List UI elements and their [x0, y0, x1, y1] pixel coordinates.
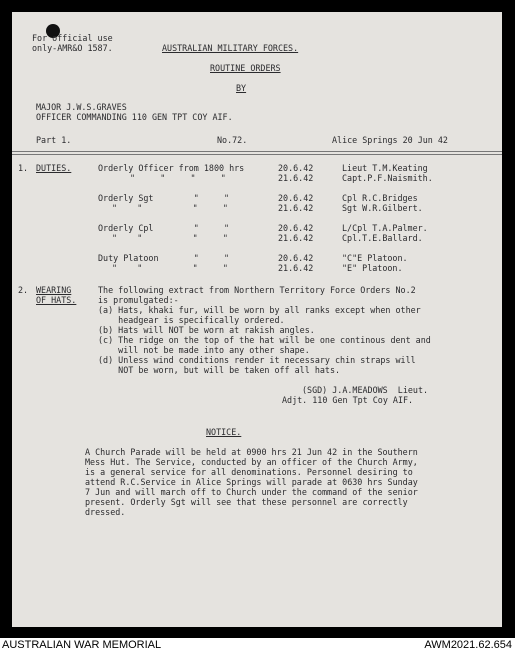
duties-heading: DUTIES.: [36, 163, 72, 173]
duty-name: "E" Platoon.: [342, 263, 403, 273]
duty-name: Cpl R.C.Bridges: [342, 193, 418, 203]
signature-line-2: Adjt. 110 Gen Tpt Coy AIF.: [282, 395, 414, 405]
notice-line: present. Orderly Sgt will see that these personnel are correctly: [85, 497, 408, 507]
order-number: No.72.: [217, 135, 248, 145]
officer-title: OFFICER COMMANDING 110 GEN TPT COY AIF.: [36, 112, 233, 122]
duty-date: 20.6.42: [278, 163, 314, 173]
header-divider: [12, 151, 502, 152]
duty-name: Capt.P.F.Naismith.: [342, 173, 433, 183]
hats-intro-line-2: is promulgated:-: [98, 295, 179, 305]
duty-role: Orderly Sgt " ": [98, 193, 230, 203]
duty-date: 21.6.42: [278, 233, 314, 243]
hats-heading-line-1: WEARING: [36, 285, 72, 295]
duty-date: 20.6.42: [278, 193, 314, 203]
duty-name: "C"E Platoon.: [342, 253, 408, 263]
header-divider-2: [12, 154, 502, 155]
signature-line-1: (SGD) J.A.MEADOWS Lieut.: [302, 385, 429, 395]
duty-name: Sgt W.R.Gilbert.: [342, 203, 423, 213]
duty-name: Lieut T.M.Keating: [342, 163, 428, 173]
hats-item-line: (d) Unless wind conditions render it necessary chin straps will: [98, 355, 416, 365]
footer-reference: AWM2021.62.654: [424, 639, 512, 651]
duties-number: 1.: [18, 163, 29, 173]
hats-item-line: (c) The ridge on the top of the hat will be one continous dent and: [98, 335, 431, 345]
duty-name: L/Cpl T.A.Palmer.: [342, 223, 428, 233]
hats-intro-line-1: The following extract from Northern Territory Force Orders No.2: [98, 285, 416, 295]
officer-name: MAJOR J.W.S.GRAVES: [36, 102, 127, 112]
document-subtitle: ROUTINE ORDERS: [210, 63, 281, 73]
duty-date: 21.6.42: [278, 203, 314, 213]
hats-item-line: will not be made into any other shape.: [98, 345, 310, 355]
document-page: [12, 12, 502, 627]
hats-heading-line-2: OF HATS.: [36, 295, 77, 305]
hats-item-line: NOT be worn, but will be taken off all hats.: [98, 365, 341, 375]
duty-date: 20.6.42: [278, 223, 314, 233]
duty-role: Orderly Cpl " ": [98, 223, 230, 233]
by-label: BY: [236, 83, 247, 93]
duty-role: " " " ": [112, 203, 228, 213]
duty-role: " " " ": [112, 233, 228, 243]
duty-role: " " " ": [130, 173, 226, 183]
official-use-line-2: only-AMR&O 1587.: [32, 43, 113, 53]
footer-source: AUSTRALIAN WAR MEMORIAL: [2, 639, 162, 651]
notice-line: is a general service for all denominations. Personnel desiring to: [85, 467, 413, 477]
notice-line: 7 Jun and will march off to Church under the command of the senior: [85, 487, 418, 497]
notice-line: Mess Hut. The Service, conducted by an officer of the Church Army,: [85, 457, 418, 467]
part-label: Part 1.: [36, 135, 72, 145]
hats-number: 2.: [18, 285, 29, 295]
notice-heading: NOTICE.: [206, 427, 242, 437]
place-date: Alice Springs 20 Jun 42: [332, 135, 448, 145]
hats-item-line: (b) Hats will NOT be worn at rakish angles.: [98, 325, 315, 335]
duty-role: " " " ": [112, 263, 228, 273]
footer-bar: [0, 638, 515, 653]
duty-date: 21.6.42: [278, 173, 314, 183]
notice-line: dressed.: [85, 507, 126, 517]
notice-line: A Church Parade will be held at 0900 hrs 21 Jun 42 in the Southern: [85, 447, 418, 457]
official-use-line-1: For official use: [32, 33, 113, 43]
hats-item-line: headgear is specifically ordered.: [98, 315, 285, 325]
duty-date: 21.6.42: [278, 263, 314, 273]
duty-name: Cpl.T.E.Ballard.: [342, 233, 423, 243]
duty-role: Orderly Officer from 1800 hrs: [98, 163, 245, 173]
document-title: AUSTRALIAN MILITARY FORCES.: [162, 43, 299, 53]
duty-date: 20.6.42: [278, 253, 314, 263]
duty-role: Duty Platoon " ": [98, 253, 230, 263]
notice-line: attend R.C.Service in Alice Springs will parade at 0630 hrs Sunday: [85, 477, 418, 487]
hats-item-line: (a) Hats, khaki fur, will be worn by all ranks except when other: [98, 305, 421, 315]
